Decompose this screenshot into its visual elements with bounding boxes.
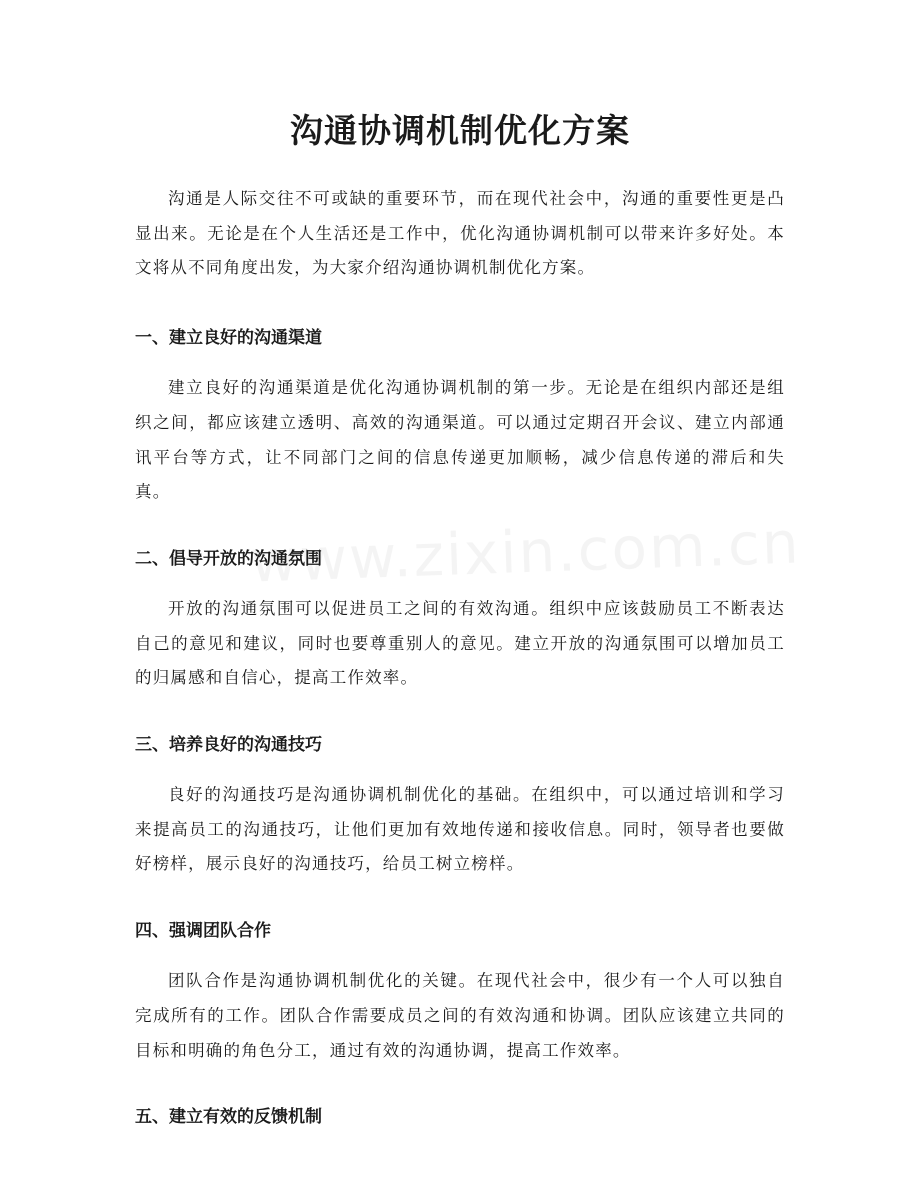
section-paragraph-4: 团队合作是沟通协调机制优化的关键。在现代社会中，很少有一个人可以独自完成所有的工作。团队合作需要成员之间的有效沟通和协调。团队应该建立共同的目标和明确的角色分工，通过有效的沟通协调，提高工作效率。 [135,971,785,1060]
document-title: 沟通协调机制优化方案 [290,111,630,150]
section-paragraph-1: 建立良好的沟通渠道是优化沟通协调机制的第一步。无论是在组织内部还是组织之间，都应该建立透明、高效的沟通渠道。可以通过定期召开会议、建立内部通讯平台等方式，让不同部门之间的信息传递更加顺畅，减少信息传递的滞后和失真。 [135,378,785,502]
section-paragraph-3: 良好的沟通技巧是沟通协调机制优化的基础。在组织中，可以通过培训和学习来提高员工的沟通技巧，让他们更加有效地传递和接收信息。同时，领导者也要做好榜样，展示良好的沟通技巧，给员工树立榜样。 [135,785,785,874]
section-paragraph-2: 开放的沟通氛围可以促进员工之间的有效沟通。组织中应该鼓励员工不断表达自己的意见和建议，同时也要尊重别人的意见。建立开放的沟通氛围可以增加员工的归属感和自信心，提高工作效率。 [135,598,785,688]
section-heading-5: 五、建立有效的反馈机制 [135,1107,322,1128]
section-heading-4: 四、强调团队合作 [135,921,271,942]
section-heading-1: 一、建立良好的沟通渠道 [135,328,322,349]
intro-paragraph: 沟通是人际交往不可或缺的重要环节，而在现代社会中，沟通的重要性更是凸显出来。无论是在个人生活还是工作中，优化沟通协调机制可以带来许多好处。本文将从不同角度出发，为大家介绍沟通协调机制优化方案。 [135,189,785,278]
section-heading-2: 二、倡导开放的沟通氛围 [135,548,322,569]
document-body [135,182,785,1129]
section-heading-3: 三、培养良好的沟通技巧 [135,735,322,756]
